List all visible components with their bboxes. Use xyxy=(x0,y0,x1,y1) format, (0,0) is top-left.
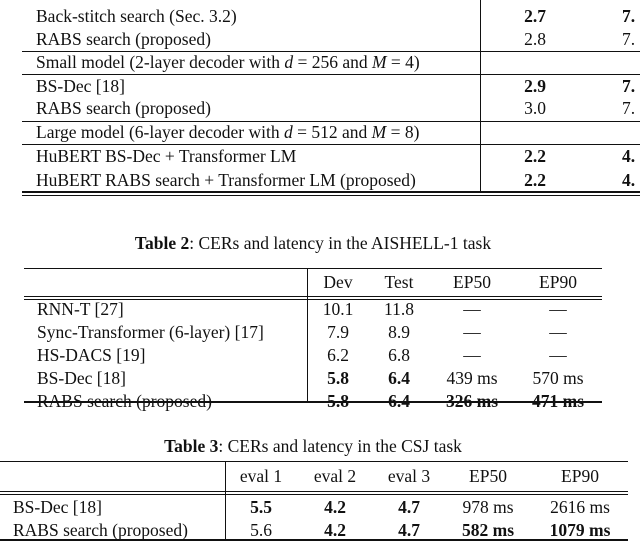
cell-value: 6.4 xyxy=(388,368,410,388)
section-text: = 512 and xyxy=(292,122,372,142)
cell-value: 3.0 xyxy=(524,98,546,118)
cell-value: 439 ms xyxy=(446,368,498,388)
cell-value: 570 ms xyxy=(532,368,584,388)
cell-value: 5.6 xyxy=(250,520,272,540)
column-divider xyxy=(480,0,481,193)
row-label: Sync-Transformer (6-layer) [17] xyxy=(37,322,264,342)
cell-value: 2.2 xyxy=(524,170,546,190)
cell-value: 978 ms xyxy=(462,497,514,517)
column-header: eval 1 xyxy=(239,466,283,486)
cell-value: 5.8 xyxy=(327,368,349,388)
cell-value: 2616 ms xyxy=(550,497,610,517)
row-label: BS-Dec [18] xyxy=(37,368,126,388)
column-header: EP50 xyxy=(453,272,491,292)
cell-value: 6.2 xyxy=(327,345,349,365)
section-text: M xyxy=(371,122,387,142)
rule xyxy=(22,121,640,122)
column-header: EP90 xyxy=(539,272,577,292)
cell-value: — xyxy=(463,345,481,365)
section-text: = 256 and xyxy=(293,52,372,72)
cell-value: 2.2 xyxy=(524,146,546,166)
rule xyxy=(22,144,640,145)
section-text: Small model (2-layer decoder with xyxy=(36,52,285,72)
rule xyxy=(22,191,640,193)
section-text: = 8) xyxy=(386,122,420,142)
cell-value: 6.8 xyxy=(388,345,410,365)
cell-value-truncated: 7. xyxy=(622,6,636,26)
cell-value: 4.7 xyxy=(398,497,420,517)
cell-value: 4.7 xyxy=(398,520,420,540)
row-label: BS-Dec [18] xyxy=(13,497,102,517)
rule xyxy=(22,51,640,52)
cell-value: 11.8 xyxy=(384,299,414,319)
row-label: RABS search (proposed) xyxy=(13,520,188,540)
cell-value: 2.8 xyxy=(524,29,546,49)
cell-value-truncated: 7. xyxy=(622,98,636,118)
cell-value-truncated: 4. xyxy=(622,170,636,190)
column-header: EP90 xyxy=(561,466,599,486)
row-label: Back-stitch search (Sec. 3.2) xyxy=(36,6,237,26)
cell-value: 7.9 xyxy=(327,322,349,342)
rule xyxy=(0,491,628,492)
cell-value-truncated: 7. xyxy=(622,29,636,49)
row-label: HuBERT BS-Dec + Transformer LM xyxy=(36,146,297,166)
rule xyxy=(0,494,628,495)
cell-value: 2.7 xyxy=(524,6,546,26)
column-divider xyxy=(225,461,226,541)
cell-value: 5.8 xyxy=(327,391,349,411)
cell-value: 582 ms xyxy=(461,520,515,540)
cell-value: 5.5 xyxy=(250,497,272,517)
column-header: eval 2 xyxy=(313,466,357,486)
cell-value: 326 ms xyxy=(445,391,499,411)
rule xyxy=(22,74,640,75)
cell-value: 8.9 xyxy=(388,322,410,342)
table-caption xyxy=(164,436,462,456)
rule xyxy=(22,195,640,196)
caption-label: Table 3 xyxy=(164,436,219,456)
section-text: = 4) xyxy=(386,52,420,72)
row-label: RABS search (proposed) xyxy=(36,98,211,118)
column-header: EP50 xyxy=(469,466,507,486)
column-header: Test xyxy=(384,272,414,292)
column-header: eval 3 xyxy=(387,466,431,486)
rule xyxy=(0,461,628,462)
column-header: Dev xyxy=(323,272,353,292)
row-label: HS-DACS [19] xyxy=(37,345,146,365)
cell-value: — xyxy=(549,322,567,342)
cell-value: 2.9 xyxy=(524,76,546,96)
cell-value-truncated: 7. xyxy=(622,76,636,96)
cell-value-truncated: 4. xyxy=(622,146,636,166)
cell-value: 4.2 xyxy=(324,497,346,517)
section-header-row xyxy=(36,52,420,72)
rule xyxy=(24,296,602,297)
cell-value: 10.1 xyxy=(322,299,354,319)
table-caption xyxy=(135,233,491,253)
cell-value: — xyxy=(463,322,481,342)
column-divider xyxy=(307,268,308,401)
section-text: d xyxy=(283,122,293,142)
row-label: HuBERT RABS search + Transformer LM (proposed) xyxy=(36,170,416,190)
row-label: RABS search (proposed) xyxy=(36,29,211,49)
cell-value: 1079 ms xyxy=(549,520,611,540)
section-text: Large model (6-layer decoder with xyxy=(36,122,284,142)
caption-label: Table 2 xyxy=(134,233,190,253)
rule xyxy=(24,268,602,269)
section-text: M xyxy=(371,52,387,72)
section-text: d xyxy=(284,52,294,72)
cell-value: — xyxy=(549,345,567,365)
section-header-row xyxy=(36,122,419,142)
cell-value: 4.2 xyxy=(324,520,346,540)
cell-value: — xyxy=(463,299,481,319)
caption-text: : CERs and latency in the CSJ task xyxy=(218,436,462,456)
row-label: RABS search (proposed) xyxy=(37,391,212,411)
cell-value: 471 ms xyxy=(531,391,585,411)
row-label: BS-Dec [18] xyxy=(36,76,125,96)
cell-value: — xyxy=(549,299,567,319)
row-label: RNN-T [27] xyxy=(37,299,124,319)
cell-value: 6.4 xyxy=(388,391,410,411)
caption-text: : CERs and latency in the AISHELL-1 task xyxy=(189,233,492,253)
